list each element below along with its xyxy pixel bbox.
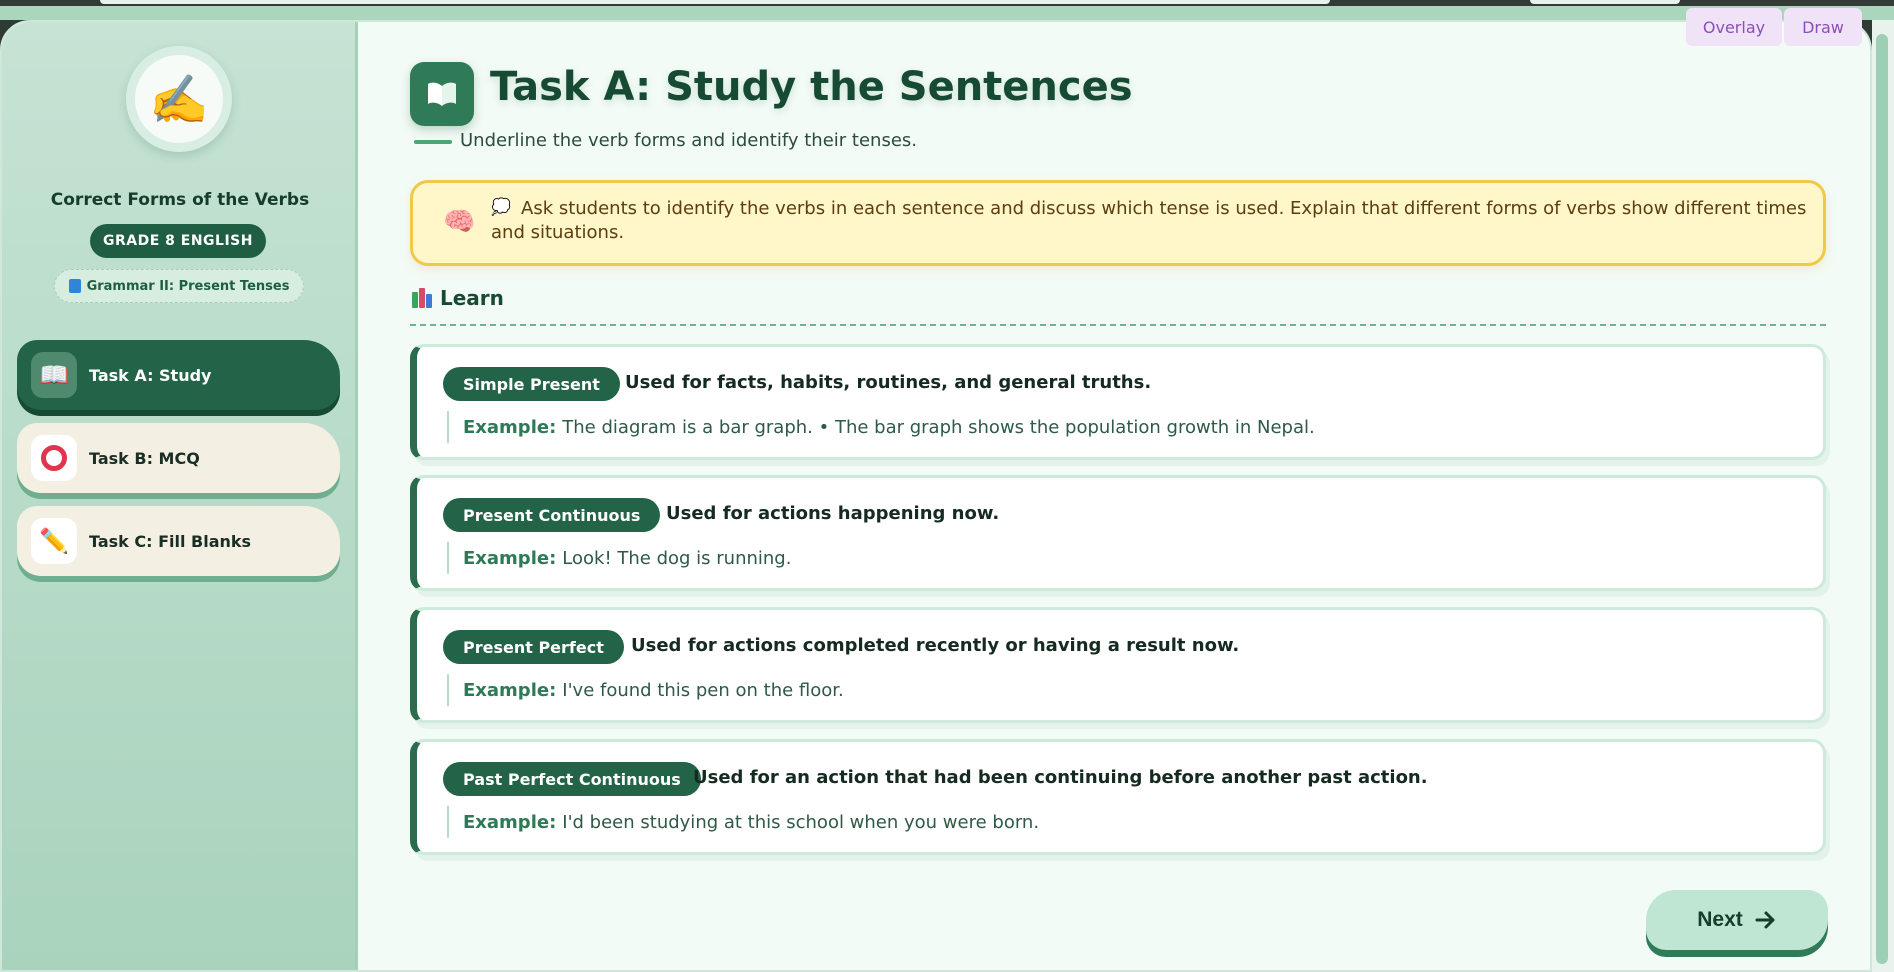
blue-book-icon: [69, 279, 81, 293]
example-text: I've found this pen on the floor.: [562, 679, 844, 701]
example-label: Example:: [463, 547, 557, 569]
books-icon: [412, 288, 432, 308]
tense-example: [447, 411, 1315, 443]
tense-example: [447, 674, 844, 706]
scrollbar-thumb[interactable]: [1876, 34, 1888, 964]
tense-description: Used for an action that had been continuing before another past action.: [693, 767, 1428, 788]
unit-chip: [54, 269, 304, 303]
sidebar-item-task-a[interactable]: [17, 340, 340, 410]
tense-example: [447, 806, 1039, 838]
page-subtitle: Underline the verb forms and identify their tenses.: [460, 130, 917, 151]
speech-bubble-icon: 💭: [491, 197, 511, 216]
tense-description: Used for actions happening now.: [666, 503, 1000, 524]
brain-icon: 🧠: [443, 207, 476, 237]
course-title: Correct Forms of the Verbs: [50, 190, 310, 210]
learn-heading-label: Learn: [440, 286, 504, 310]
unit-label: Grammar II: Present Tenses: [86, 278, 290, 294]
sidebar: [2, 22, 358, 972]
sidebar-item-task-c[interactable]: [17, 506, 340, 576]
next-button-label: Next: [1697, 908, 1743, 931]
example-label: Example:: [463, 416, 557, 438]
arrow-right-icon: [1755, 910, 1777, 930]
tense-description: Used for actions completed recently or having a result now.: [631, 635, 1240, 656]
teacher-note: [410, 180, 1826, 266]
tense-card: [410, 607, 1826, 723]
tense-tag: Present Perfect: [443, 630, 624, 664]
example-label: Example:: [463, 811, 557, 833]
example-text: The diagram is a bar graph. • The bar graph shows the population growth in Nepal.: [562, 416, 1315, 438]
tense-card: [410, 475, 1826, 591]
tense-tag: Simple Present: [443, 367, 620, 401]
overlay-button[interactable]: Overlay: [1686, 8, 1782, 46]
sidebar-item-label: Task A: Study: [89, 365, 212, 385]
tense-description: Used for facts, habits, routines, and general truths.: [625, 372, 1152, 393]
scrollbar[interactable]: [1872, 20, 1894, 972]
page-title: Task A: Study the Sentences: [490, 64, 1133, 110]
tense-example: [447, 542, 791, 574]
logo: [126, 46, 232, 152]
browser-top-strip: [0, 0, 1894, 20]
tense-tag: Past Perfect Continuous: [443, 762, 701, 796]
browser-button[interactable]: [1530, 0, 1680, 4]
open-book-icon: 📖: [31, 352, 77, 398]
app-window: [0, 20, 1872, 972]
ring-icon: [31, 435, 77, 481]
address-bar[interactable]: [100, 0, 1330, 4]
open-book-icon: [410, 62, 474, 126]
writing-hand-icon: ✍️: [135, 55, 223, 143]
tense-card: [410, 739, 1826, 855]
sidebar-item-task-b[interactable]: [17, 423, 340, 493]
pencil-icon: ✏️: [31, 518, 77, 564]
draw-button[interactable]: Draw: [1784, 8, 1862, 46]
sidebar-item-label: Task B: MCQ: [89, 448, 200, 468]
subtitle-accent: [414, 140, 452, 144]
learn-heading: [412, 286, 504, 310]
next-button[interactable]: [1646, 890, 1828, 950]
grade-badge: GRADE 8 ENGLISH: [90, 224, 266, 258]
tense-card: [410, 344, 1826, 460]
example-text: Look! The dog is running.: [562, 547, 792, 569]
example-text: I'd been studying at this school when you were born.: [562, 811, 1040, 833]
teacher-note-text: Ask students to identify the verbs in each sentence and discuss which tense is used. Explain that different forms of verbs show different times and situations.: [491, 198, 1807, 243]
sidebar-item-label: Task C: Fill Blanks: [89, 531, 252, 551]
example-label: Example:: [463, 679, 557, 701]
main-content: [358, 22, 1872, 972]
tense-tag: Present Continuous: [443, 498, 660, 532]
divider: [410, 324, 1826, 326]
